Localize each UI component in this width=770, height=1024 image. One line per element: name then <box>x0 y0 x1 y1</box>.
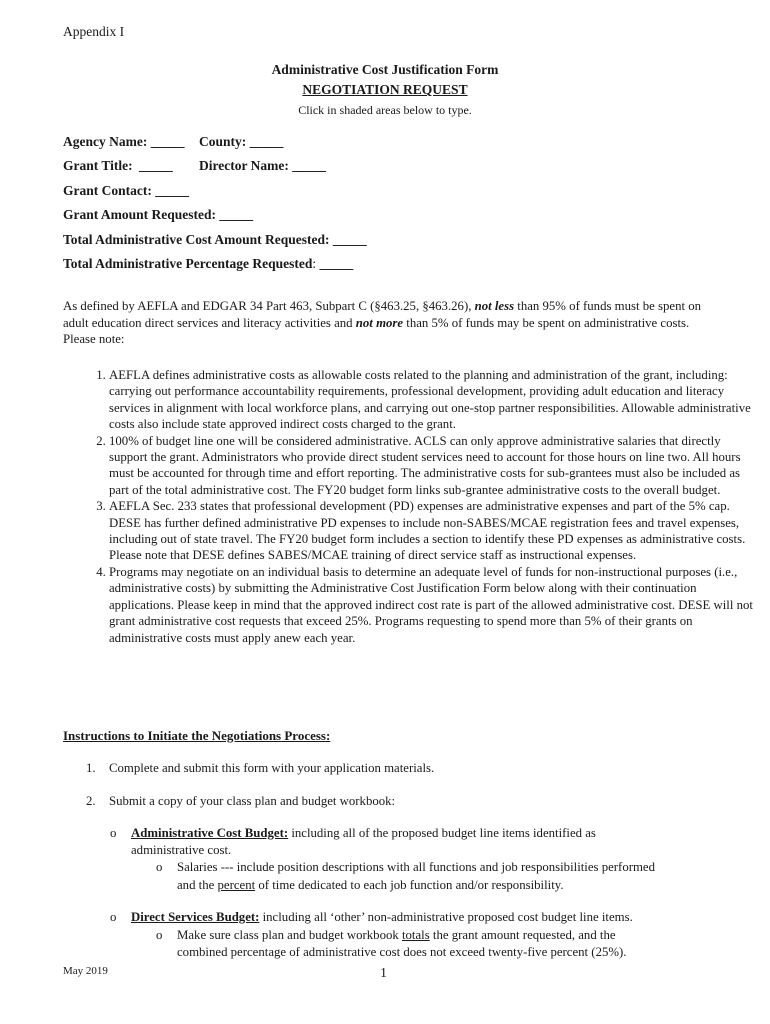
make-sure-a2: the grant amount requested, and the <box>429 928 616 942</box>
intro-text-1: As defined by AEFLA and EDGAR 34 Part 463, Subpart C (§463.25, §463.26), <box>63 299 475 313</box>
salaries-text: Salaries --- include position descriptions with all functions and job responsibilities performed <box>177 860 656 874</box>
instructions-heading: Instructions to Initiate the Negotiations Process: <box>63 728 331 743</box>
total-admin-pct-colon: : <box>312 256 317 271</box>
grant-title-input[interactable]: _____ <box>139 158 173 173</box>
step-1-number: 1. <box>86 761 96 775</box>
grant-amount-input[interactable]: _____ <box>219 207 254 222</box>
admin-cost-budget-label: Administrative Cost Budget: <box>131 826 289 840</box>
director-name-input[interactable]: _____ <box>292 158 326 173</box>
intro-emphasis-not-more: not more <box>355 315 404 330</box>
bullet-marker: o <box>110 826 117 840</box>
footer-date: May 2019 <box>63 965 108 977</box>
admin-cost-budget-text-cont: administrative cost. <box>131 843 232 857</box>
director-name-label: Director Name: <box>199 158 289 173</box>
grant-amount-label: Grant Amount Requested: <box>63 207 217 222</box>
county-input[interactable]: _____ <box>249 134 284 149</box>
intro-text-3: than 5% of funds may be spent on administrative costs. Please note: <box>63 315 690 346</box>
grant-contact-input[interactable]: _____ <box>155 183 189 198</box>
intro-text-2: than 95% of funds must be spent on adult education direct services and literacy activities and <box>63 299 702 330</box>
admin-cost-budget-text: including all of the proposed budget line items identified as <box>288 826 596 840</box>
step-2-number: 2. <box>86 794 96 808</box>
form-title: Administrative Cost Justification Form <box>271 62 499 77</box>
county-label: County: <box>199 134 247 149</box>
total-admin-amount-input[interactable]: _____ <box>332 232 367 247</box>
agency-name-field <box>63 134 184 150</box>
note-item: 2. 100% of budget line one will be considered administrative. ACLS can only approve administrative salaries that directly support the grant. Administrators who provide direct student services need to account for those hours on line two. All hours must be accounted for through time and effort reporting. The administrative costs for sub-grantees must also be included as part of the total administrative cost. The FY20 budget form links sub-grantee administrative costs to the overall budget. <box>109 433 759 499</box>
agency-name-label: Agency Name: <box>63 134 148 149</box>
make-sure-totals: totals <box>401 928 430 942</box>
direct-services-budget-label: Direct Services Budget: <box>131 910 260 924</box>
grant-title-field <box>63 158 173 174</box>
bullet-marker: o <box>156 928 163 942</box>
make-sure-a1: Make sure class plan and budget workbook <box>177 928 402 942</box>
total-admin-pct-label: Total Administrative Percentage Requested <box>63 256 313 271</box>
total-admin-pct-field <box>63 256 353 272</box>
salaries-text-b2: of time dedicated to each job function and/or responsibility. <box>255 878 564 892</box>
direct-services-budget-text: including all ‘other’ non-administrative proposed cost budget line items. <box>259 910 633 924</box>
director-name-field <box>199 158 326 174</box>
intro-paragraph <box>63 298 713 348</box>
step-1-text: Complete and submit this form with your application materials. <box>109 761 435 775</box>
agency-name-input[interactable]: _____ <box>150 134 185 149</box>
salaries-text-cont <box>177 878 564 893</box>
form-subtitle: NEGOTIATION REQUEST <box>302 82 468 97</box>
direct-services-bullet <box>131 910 633 925</box>
note-item: 3. AEFLA Sec. 233 states that professional development (PD) expenses are administrative expenses and part of the 5% cap. DESE has further defined administrative PD expenses to include non-SABES/MCAE registration fees and travel expenses, including out of state travel. The FY20 budget form includes a section to identify these PD expenses as administrative costs. Please note that DESE defines SABES/MCAE training of direct service staff as instructional expenses. <box>109 498 759 564</box>
make-sure-text <box>177 928 616 943</box>
total-admin-pct-input[interactable]: _____ <box>319 256 354 271</box>
grant-contact-field <box>63 183 189 199</box>
page-number: 1 <box>380 966 387 981</box>
step-2-text: Submit a copy of your class plan and budget workbook: <box>109 794 396 808</box>
notes-list <box>63 367 759 646</box>
grant-title-label: Grant Title: <box>63 158 133 173</box>
total-admin-amount-field <box>63 232 367 248</box>
form-instruction: Click in shaded areas below to type. <box>298 103 472 117</box>
total-admin-amount-label: Total Administrative Cost Amount Requested: <box>63 232 330 247</box>
intro-emphasis-not-less: not less <box>474 299 515 313</box>
salaries-percent: percent <box>217 878 256 892</box>
note-item: 1. AEFLA defines administrative costs as allowable costs related to the planning and administration of the grant, including: carrying out performance accountability requirements, professional development, providing adult education and literacy services in alignment with local workforce plans, and carrying out one-stop partner responsibilities. Allowable administrative costs also include state approved indirect costs charged to the grant. <box>109 367 759 433</box>
salaries-text-b1: and the <box>177 878 218 892</box>
bullet-marker: o <box>156 860 163 874</box>
admin-cost-bullet <box>131 826 596 841</box>
county-field <box>199 134 283 150</box>
appendix-label: Appendix I <box>63 24 125 39</box>
bullet-marker: o <box>110 910 117 924</box>
grant-contact-label: Grant Contact: <box>63 183 152 198</box>
grant-amount-field <box>63 207 253 223</box>
make-sure-text-cont: combined percentage of administrative cost does not exceed twenty-five percent (25%). <box>177 945 627 959</box>
note-item: 4. Programs may negotiate on an individual basis to determine an adequate level of funds for non-instructional purposes (i.e., administrative costs) by submitting the Administrative Cost Justification Form below along with their continuation applications. Please keep in mind that the approved indirect cost rate is part of the allowed administrative cost. DESE will not grant administrative cost requests that exceed 25%. Programs requesting to spend more than 5% of their grants on administrative costs must apply anew each year. <box>109 564 759 646</box>
